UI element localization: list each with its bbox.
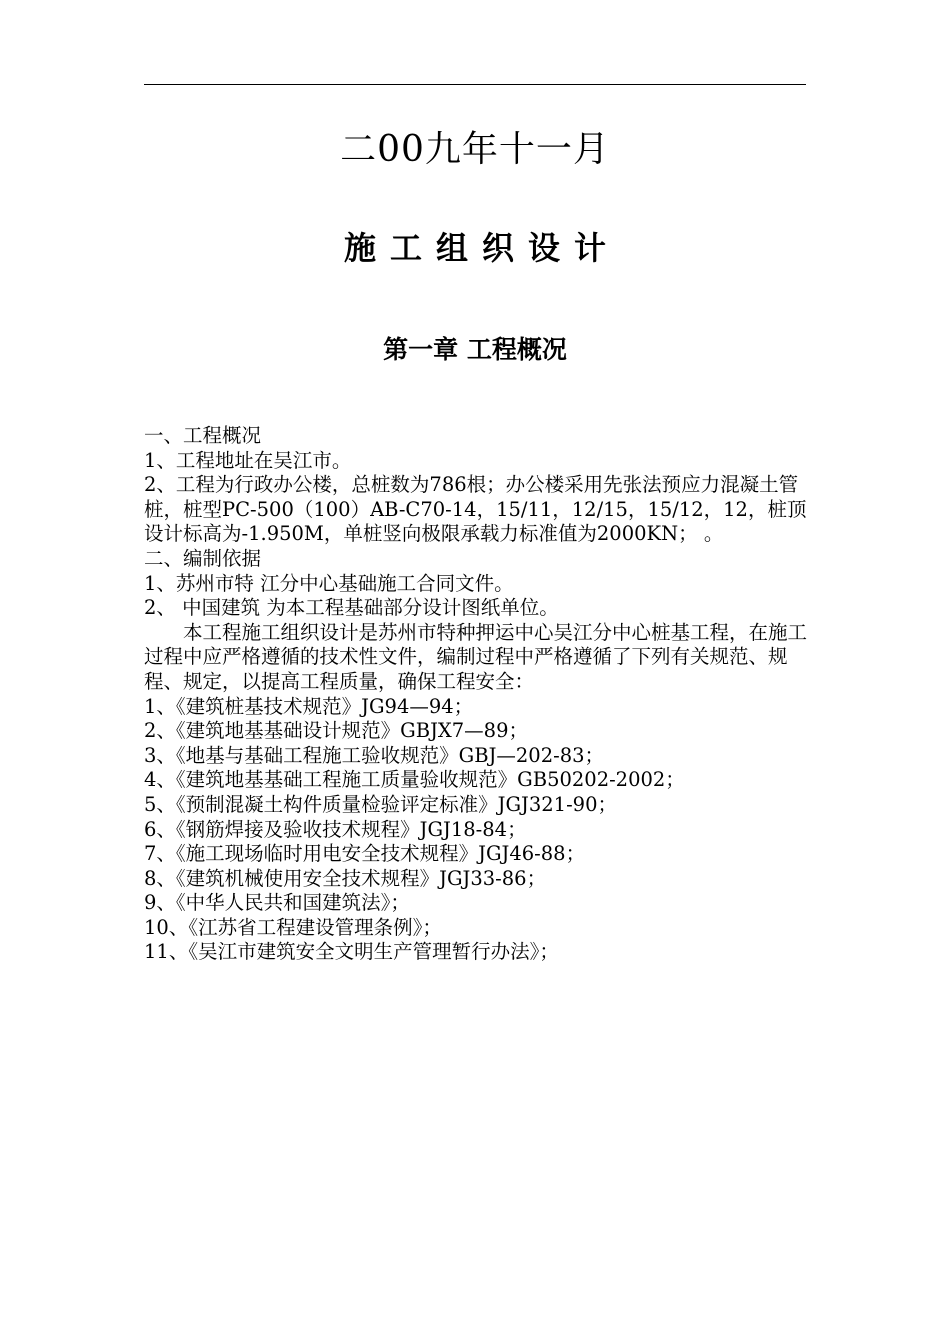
section-heading-overview: 一、工程概况: [144, 424, 262, 447]
standard-item: 10、《江苏省工程建设管理条例》；: [144, 915, 442, 939]
section-heading-basis: 二、编制依据: [144, 546, 262, 570]
header-rule: [144, 84, 806, 85]
document-date: 二00九年十一月: [340, 129, 610, 170]
chapter-heading: 第一章 工程概况: [383, 335, 567, 364]
standard-item: 2、《建筑地基基础设计规范》GBJX7—89；: [144, 719, 528, 743]
standard-item: 6、《钢筋焊接及验收技术规程》JGJ18-84；: [144, 817, 527, 841]
document-body: [144, 424, 808, 965]
basis-paragraph: 本工程施工组织设计是苏州市特种押运中心吴江分中心桩基工程，在施工过程中应严格遵循的技术性文件，编制过程中严格遵循了下列有关规范、规程、规定，以提高工程质量，确保工程安全：: [144, 620, 808, 693]
overview-item: 1、工程地址在吴江市。: [144, 448, 352, 472]
overview-item: 2、工程为行政办公楼，总桩数为786根；办公楼采用先张法预应力混凝土管桩，桩型PC-500（100）AB-C70-14，15/11，12/15，15/12，12，桩顶设计标高为-1.950M，单桩竖向极限承载力标准值为2000KN； 。: [144, 473, 807, 546]
basis-item: 1、苏州市特 江分中心基础施工合同文件。: [144, 571, 514, 595]
standard-item: 9、《中华人民共和国建筑法》；: [144, 891, 410, 915]
standard-item: 4、《建筑地基基础工程施工质量验收规范》GB50202-2002；: [144, 768, 685, 792]
standard-item: 3、《地基与基础工程施工验收规范》GBJ—202-83；: [144, 743, 605, 767]
standard-item: 1、《建筑桩基技术规范》JG94—94；: [144, 694, 474, 718]
basis-item: 2、 中国建筑 为本工程基础部分设计图纸单位。: [144, 596, 559, 620]
standard-item: 5、《预制混凝土构件质量检验评定标准》JGJ321-90；: [144, 792, 617, 816]
document-title: 施工组织设计: [343, 229, 620, 267]
standard-item: 7、《施工现场临时用电安全技术规程》JGJ46-88；: [144, 842, 586, 866]
standard-item: 8、《建筑机械使用安全技术规程》JGJ33-86；: [144, 866, 547, 890]
standard-item: 11、《吴江市建筑安全文明生产管理暂行办法》；: [144, 940, 559, 964]
